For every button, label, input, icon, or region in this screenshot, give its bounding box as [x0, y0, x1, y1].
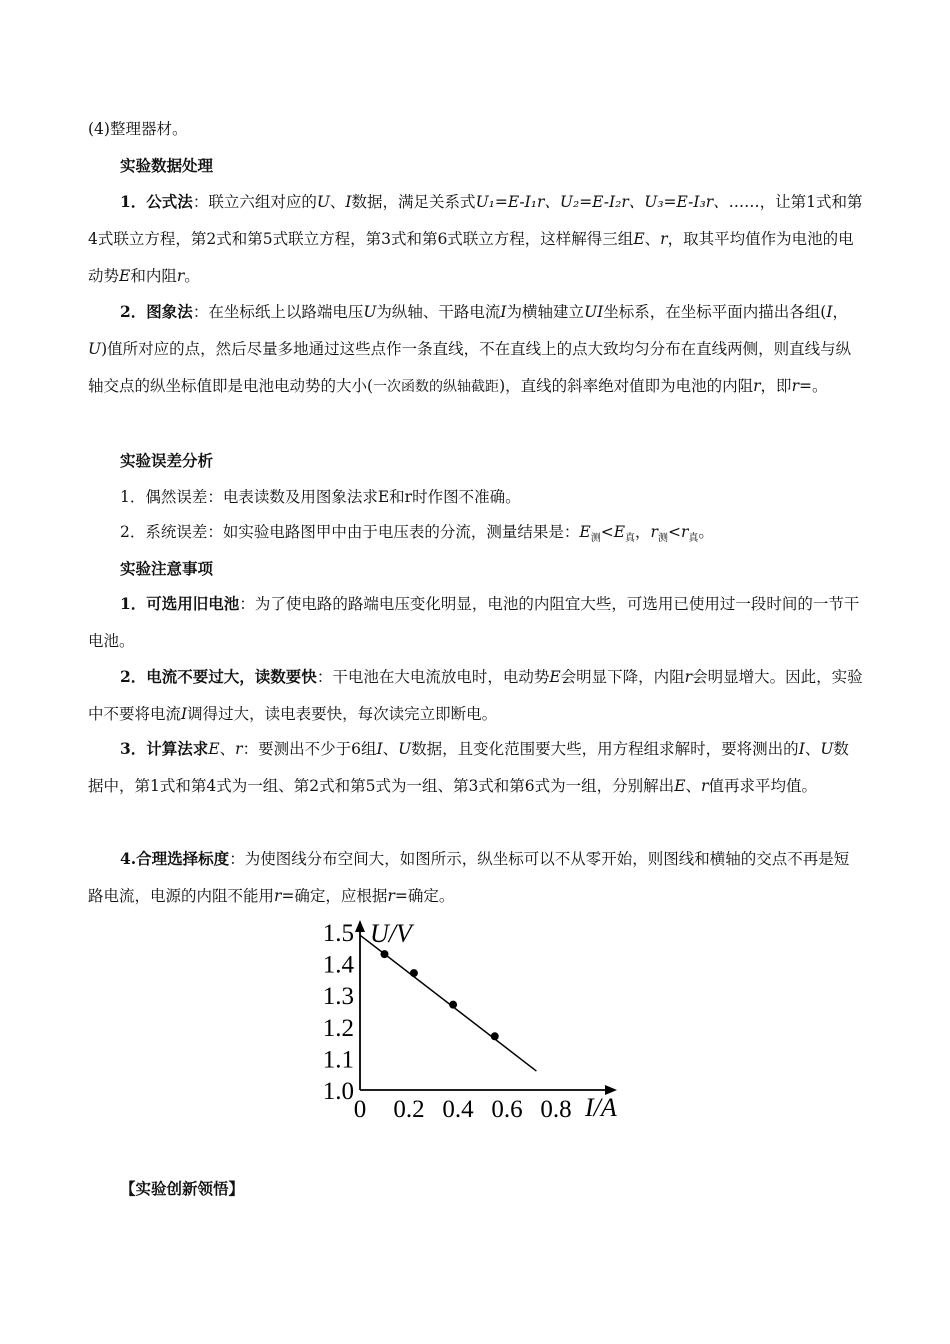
error-accidental: 1．偶然误差：电表读数及用图象法求E和r时作图不准确。	[120, 488, 521, 506]
heading-notes: 实验注意事项	[120, 559, 214, 578]
ui-graph	[300, 910, 640, 1125]
heading-error-analysis: 实验误差分析	[120, 451, 214, 470]
y-axis-label: U/V	[370, 919, 412, 948]
y-tick-label: 1.0	[322, 1078, 354, 1105]
y-ticks	[323, 920, 355, 1105]
y-tick-label: 1.4	[322, 951, 354, 979]
error-systematic: 2．系统误差：如实验电路图甲中由于电压表的分流，测量结果是：$E_测<E_真$，$r_测<r_真$。	[120, 523, 714, 545]
data-point	[410, 969, 418, 977]
data-point	[381, 950, 389, 958]
axes	[355, 919, 617, 1122]
heading-innovation: 【实验创新领悟】	[120, 1179, 245, 1198]
x-tick-label: 0	[353, 1096, 367, 1123]
x-tick-label: 0.6	[491, 1096, 523, 1123]
data-series	[360, 935, 536, 1071]
y-tick-label: 1.1	[322, 1046, 354, 1074]
note-calculation: 3．计算法求E、r：要测出不少于6组I、U数据，且变化范围要大些，用方程组求解时，要将测出的I、U数据中，第1式和第4式为一组、第2式和第5式为一组、第3式和第6式为一组，分别解出E、r值再求平均值。	[88, 739, 849, 795]
x-tick-label: 0.8	[540, 1096, 572, 1123]
heading-data-processing: 实验数据处理	[120, 156, 214, 175]
equation-set: U₁=E-I₁r、U₂=E-I₂r、U₃=E-I₃r、……	[475, 193, 760, 211]
data-point	[491, 1032, 499, 1040]
y-tick-label: 1.3	[322, 983, 354, 1011]
x-tick-label: 0.4	[442, 1096, 474, 1123]
y-axis-arrow	[355, 920, 365, 932]
x-ticks	[354, 1096, 572, 1123]
method-formula-num: 1．	[120, 192, 147, 211]
method-graph-paragraph: 2．图象法：在坐标纸上以路端电压U为纵轴、干路电流I为横轴建立UI坐标系，在坐标平面内描出各组(I，U)值所对应的点，然后尽量多地通过这些点作一条直线，不在直线上的点大致均匀分布在直线两侧，则直线与纵轴交点的纵坐标值即是电池电动势的大小(一次函数的纵轴截距)，直线的斜率绝对值即为电池的内阻r，即r=。	[88, 302, 852, 395]
note-scale: 4.合理选择标度：为使图线分布空间大，如图所示，纵坐标可以不从零开始，则图线和横轴的交点不再是短路电流，电源的内阻不能用r=确定，应根据r=确定。	[88, 849, 850, 905]
method-formula-paragraph: 1．公式法：联立六组对应的U、I数据，满足关系式U₁=E-I₁r、U₂=E-I₂r、U₃=E-I₃r、……，让第1式和第4式联立方程，第2式和第5式联立方程，第3式和第6式联立方程，这样解得三组E、r，取其平均值作为电池的电动势E和内阻r。	[88, 192, 863, 285]
y-tick-label: 1.5	[322, 920, 354, 947]
y-tick-label: 1.2	[322, 1014, 354, 1042]
prep-step: (4)整理器材。	[88, 120, 188, 138]
note-current: 2．电流不要过大，读数要快：干电池在大电流放电时，电动势E会明显下降，内阻r会明显增大。因此，实验中不要将电流I调得过大，读电表要快，每次读完立即断电。	[88, 667, 863, 723]
note-old-battery: 1．可选用旧电池：为了使电路的路端电压变化明显，电池的内阻宜大些，可选用已使用过一段时间的一节干电池。	[88, 594, 860, 650]
data-point	[449, 1001, 457, 1009]
x-axis-label: I/A	[585, 1093, 617, 1122]
x-tick-label: 0.2	[393, 1096, 425, 1123]
method-formula-title: 公式法	[146, 192, 193, 211]
method-graph-title: 图象法	[146, 302, 193, 321]
